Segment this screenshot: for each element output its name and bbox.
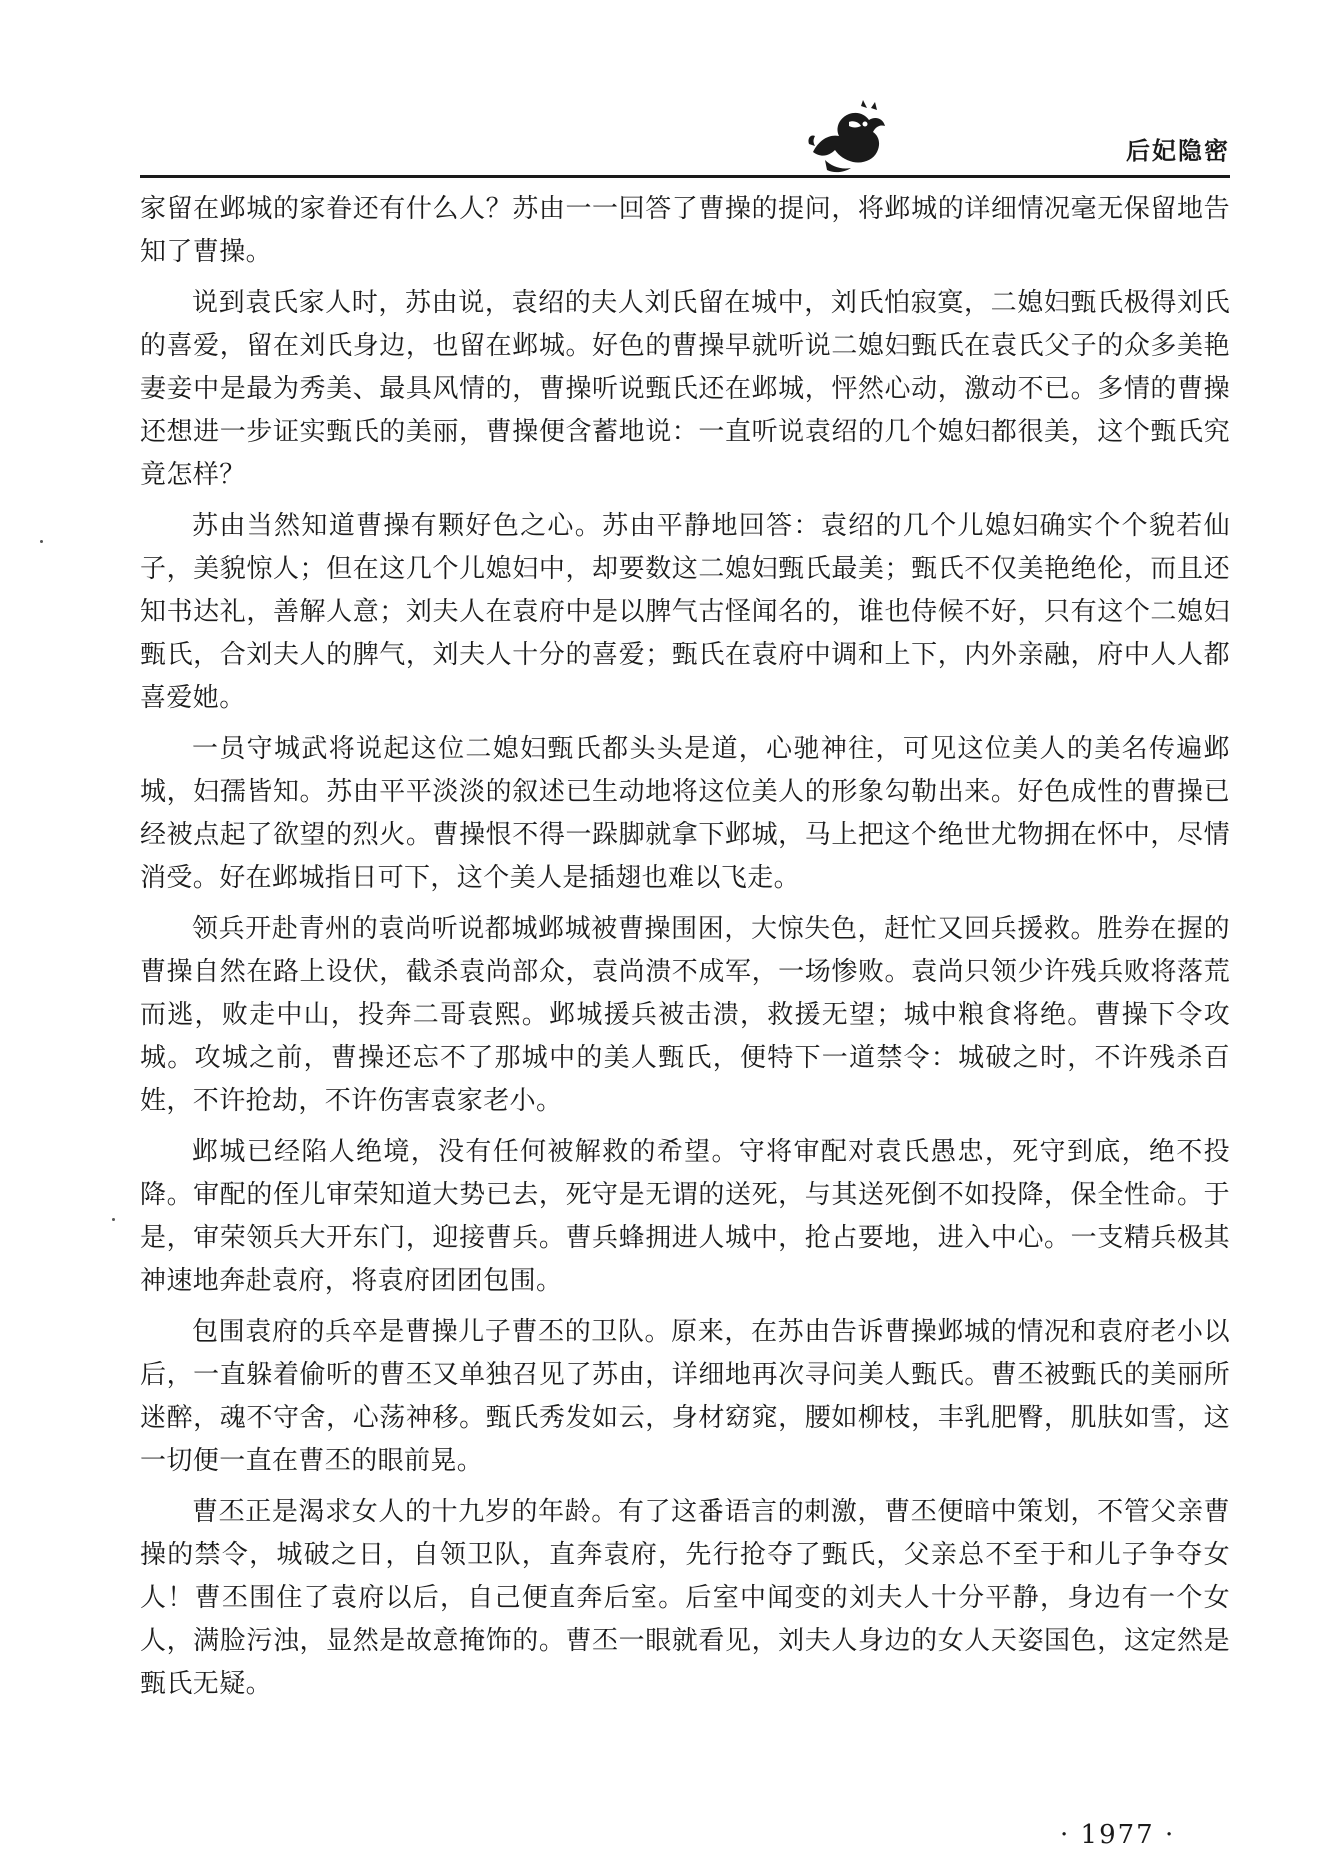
section-title: 后妃隐密 — [1126, 137, 1230, 165]
body-text — [140, 188, 1230, 1714]
page-number: · 1977 · — [1060, 1820, 1176, 1850]
paragraph: 包围袁府的兵卒是曹操儿子曹丕的卫队。原来，在苏由告诉曹操邺城的情况和袁府老小以后，一直躲着偷听的曹丕又单独召见了苏由，详细地再次寻问美人甄氏。曹丕被甄氏的美丽所迷醉，魂不守舍，心荡神移。甄氏秀发如云，身材窈窕，腰如柳枝，丰乳肥臀，肌肤如雪，这一切便一直在曹丕的眼前晃。 — [140, 1317, 1230, 1476]
paragraph: 苏由当然知道曹操有颗好色之心。苏由平静地回答：袁绍的几个儿媳妇确实个个貌若仙子，美貌惊人；但在这几个儿媳妇中，却要数这二媳妇甄氏最美；甄氏不仅美艳绝伦，而且还知书达礼，善解人意；刘夫人在袁府中是以脾气古怪闻名的，谁也侍候不好，只有这个二媳妇甄氏，合刘夫人的脾气，刘夫人十分的喜爱；甄氏在袁府中调和上下，内外亲融，府中人人都喜爱她。 — [140, 511, 1230, 713]
scan-speck — [40, 540, 43, 543]
paragraph: 说到袁氏家人时，苏由说，袁绍的夫人刘氏留在城中，刘氏怕寂寞，二媳妇甄氏极得刘氏的喜爱，留在刘氏身边，也留在邺城。好色的曹操早就听说二媳妇甄氏在袁氏父子的众多美艳妻妾中是最为秀美、最具风情的，曹操听说甄氏还在邺城，怦然心动，激动不已。多情的曹操还想进一步证实甄氏的美丽，曹操便含蓄地说：一直听说袁绍的几个媳妇都很美，这个甄氏究竟怎样？ — [140, 288, 1230, 490]
paragraph: 领兵开赴青州的袁尚听说都城邺城被曹操围困，大惊失色，赶忙又回兵援救。胜券在握的曹操自然在路上设伏，截杀袁尚部众，袁尚溃不成军，一场惨败。袁尚只领少许残兵败将落荒而逃，败走中山，投奔二哥袁熙。邺城援兵被击溃，救援无望；城中粮食将绝。曹操下令攻城。攻城之前，曹操还忘不了那城中的美人甄氏，便特下一道禁令：城破之时，不许残杀百姓，不许抢劫，不许伤害袁家老小。 — [140, 914, 1230, 1116]
dragon-icon — [805, 100, 891, 174]
paragraph: 曹丕正是渴求女人的十九岁的年龄。有了这番语言的刺激，曹丕便暗中策划，不管父亲曹操的禁令，城破之日，自领卫队，直奔袁府，先行抢夺了甄氏，父亲总不至于和儿子争夺女人！曹丕围住了袁府以后，自己便直奔后室。后室中闻变的刘夫人十分平静，身边有一个女人，满脸污浊，显然是故意掩饰的。曹丕一眼就看见，刘夫人身边的女人天姿国色，这定然是甄氏无疑。 — [140, 1497, 1230, 1699]
paragraph: 家留在邺城的家眷还有什么人？苏由一一回答了曹操的提问，将邺城的详细情况毫无保留地告知了曹操。 — [140, 194, 1230, 267]
running-header — [140, 100, 1230, 178]
paragraph: 一员守城武将说起这位二媳妇甄氏都头头是道，心驰神往，可见这位美人的美名传遍邺城，妇孺皆知。苏由平平淡淡的叙述已生动地将这位美人的形象勾勒出来。好色成性的曹操已经被点起了欲望的烈火。曹操恨不得一跺脚就拿下邺城，马上把这个绝世尤物拥在怀中，尽情消受。好在邺城指日可下，这个美人是插翅也难以飞走。 — [140, 734, 1230, 893]
paragraph: 邺城已经陷人绝境，没有任何被解救的希望。守将审配对袁氏愚忠，死守到底，绝不投降。审配的侄儿审荣知道大势已去，死守是无谓的送死，与其送死倒不如投降，保全性命。于是，审荣领兵大开东门，迎接曹兵。曹兵蜂拥进人城中，抢占要地，进入中心。一支精兵极其神速地奔赴袁府，将袁府团团包围。 — [140, 1137, 1230, 1296]
scan-speck — [112, 1218, 115, 1221]
header-rule — [140, 175, 1230, 178]
